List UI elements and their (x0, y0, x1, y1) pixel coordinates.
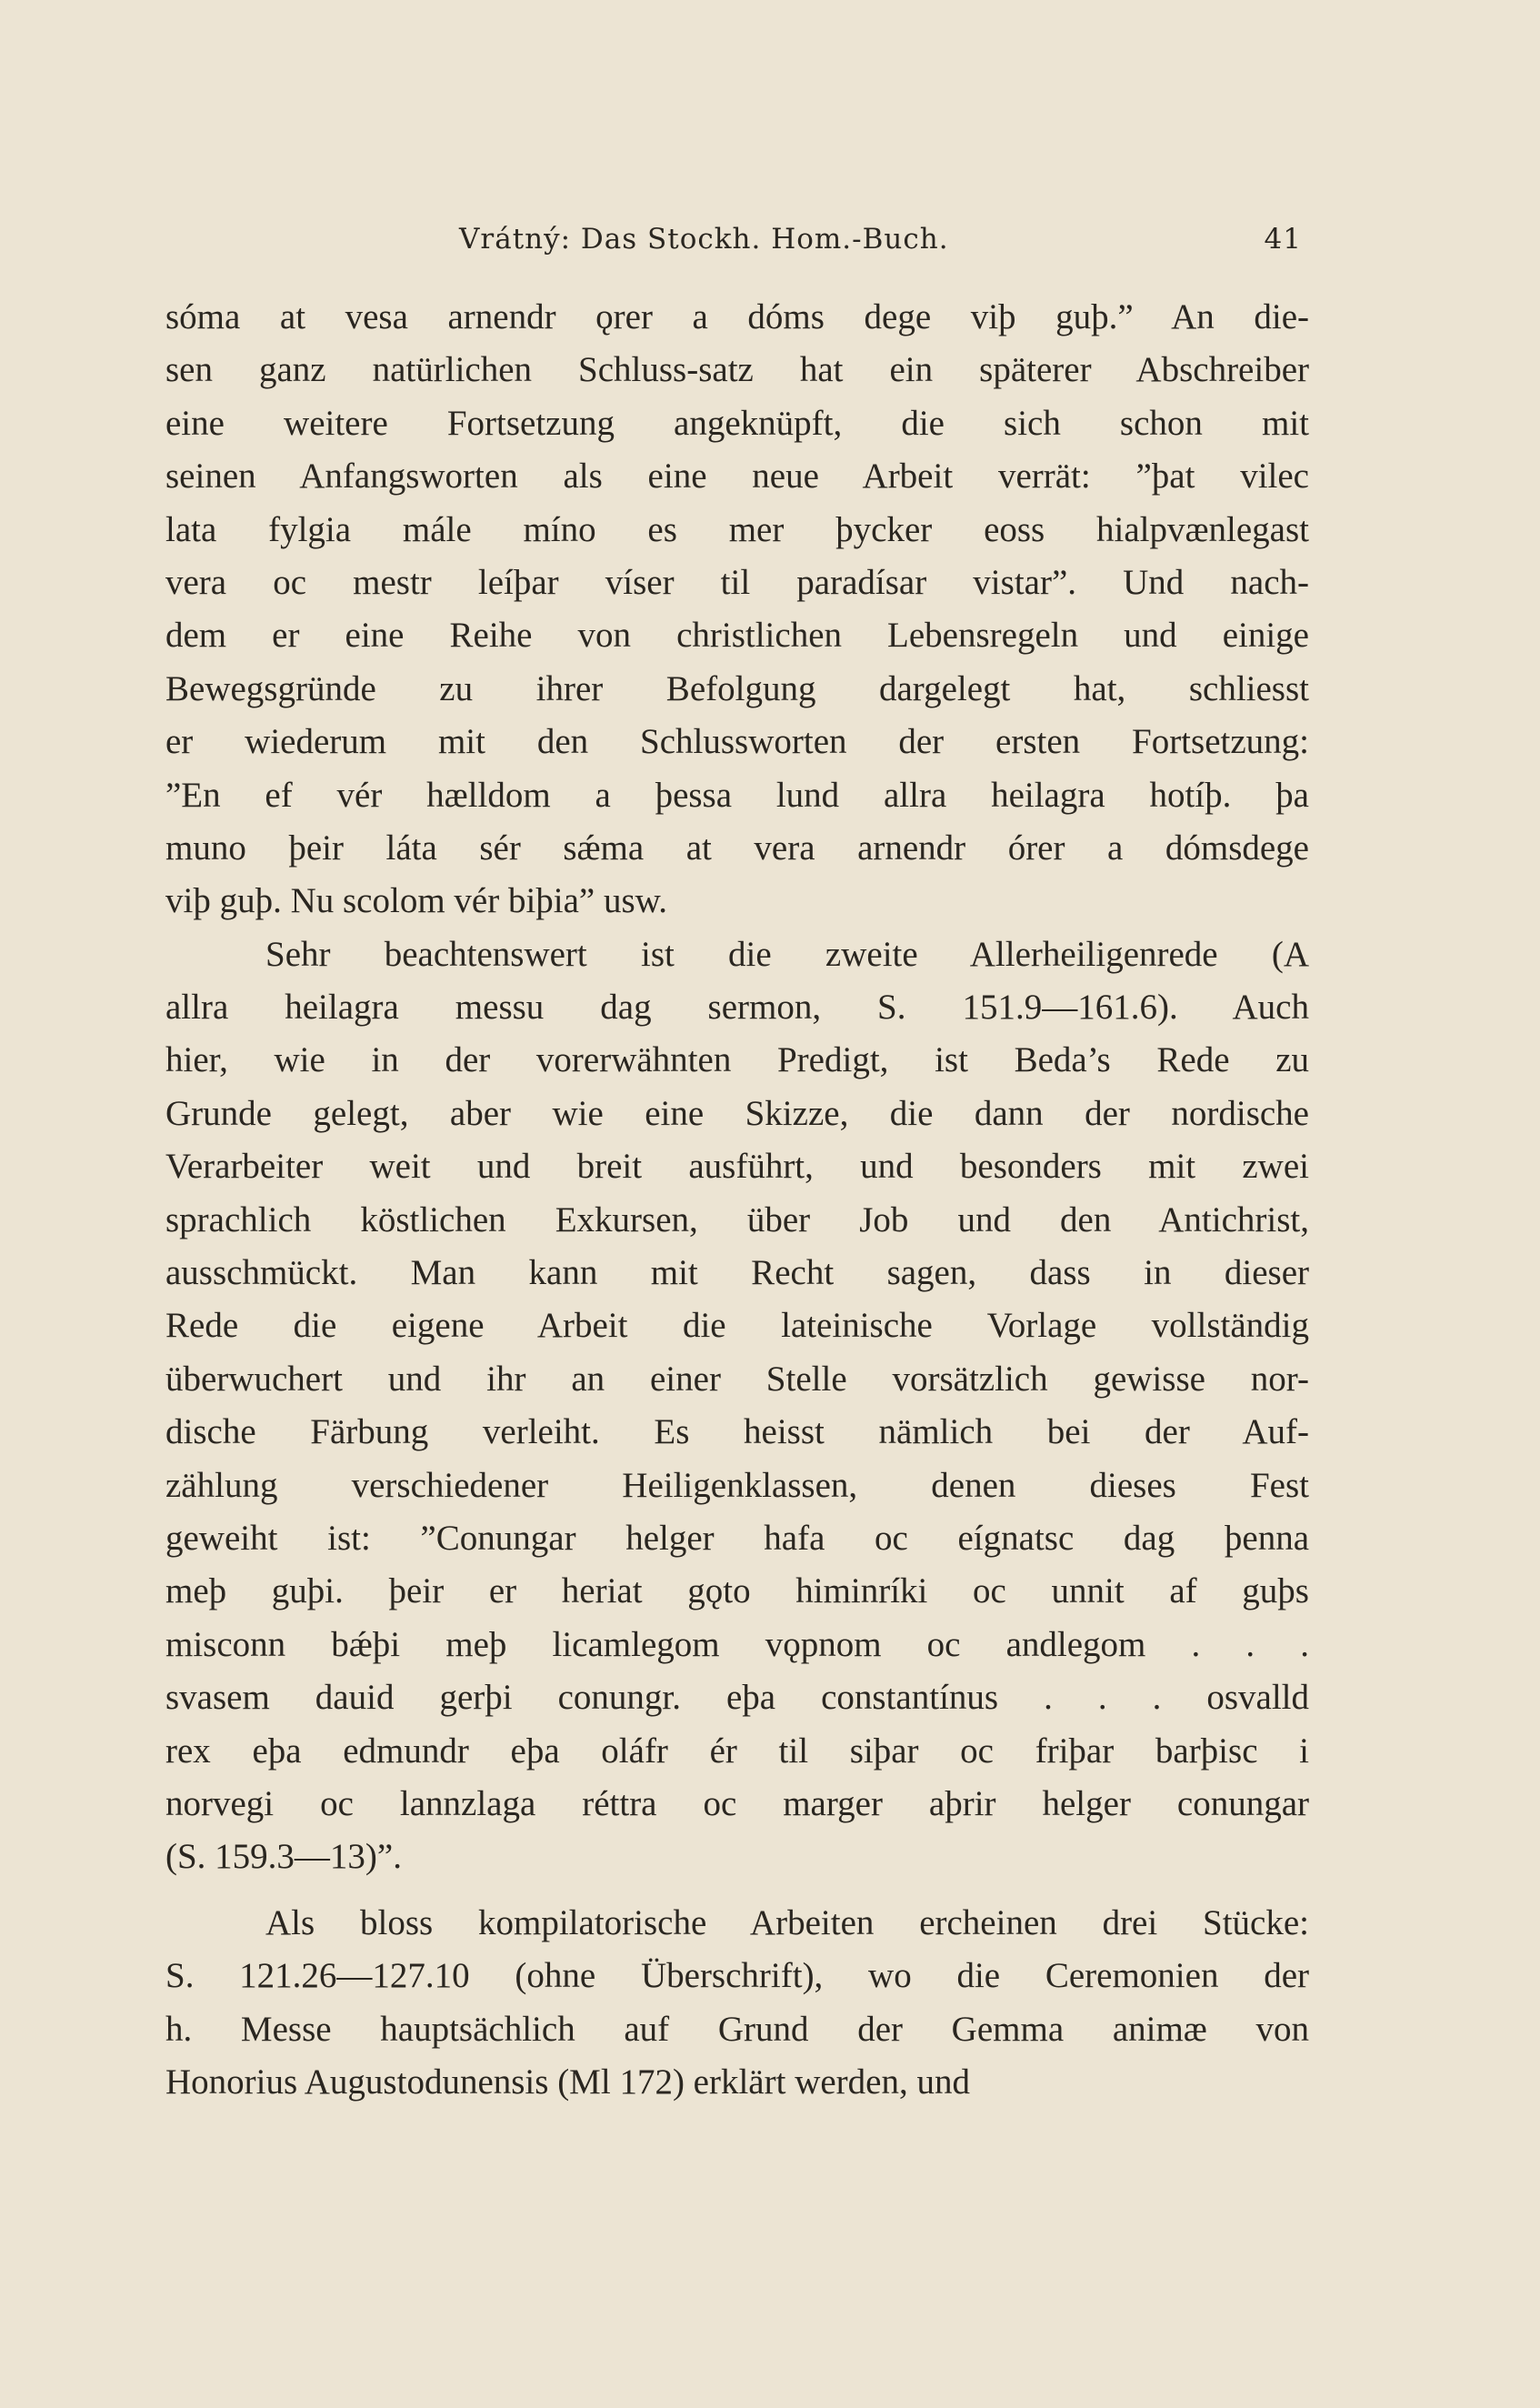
text-line: Bewegsgründe zu ihrer Befolgung dargelegt hat, schliesst (165, 668, 1309, 708)
text-line: ausschmückt. Man kann mit Recht sagen, dass in dieser (165, 1253, 1309, 1293)
paragraph (165, 928, 1309, 1884)
text-line: dische Färbung verleiht. Es heisst nämlich bei der Auf- (165, 1412, 1309, 1452)
text-line: zählung verschiedener Heiligenklassen, denen dieses Fest (165, 1465, 1309, 1505)
text-line: allra heilagra messu dag sermon, S. 151.9—161.6). Auch (165, 988, 1309, 1028)
text-line: muno þeir láta sér sǽma at vera arnendr órer a dómsdege (165, 828, 1309, 868)
text-line: svasem dauid gerþi conungr. eþa constantínus . . . osvalld (165, 1678, 1309, 1718)
text-line: Grunde gelegt, aber wie eine Skizze, die dann der nordische (165, 1093, 1309, 1133)
text-line: meþ guþi. þeir er heriat gǫto himinríki oc unnit af guþs (165, 1571, 1309, 1611)
text-line: Sehr beachtenswert ist die zweite Allerheiligenrede (A (265, 934, 1309, 974)
text-line: vera oc mestr leíþar víser til paradísar vistar”. Und nach- (165, 562, 1309, 602)
text-line: Verarbeiter weit und breit ausführt, und besonders mit zwei (165, 1147, 1309, 1187)
text-line: seinen Anfangsworten als eine neue Arbeit verrät: ”þat vilec (165, 457, 1309, 497)
paragraph (165, 1897, 1309, 2110)
text-line: rex eþa edmundr eþa oláfr ér til siþar oc friþar barþisc i (165, 1731, 1309, 1771)
text-line: misconn bǽþi meþ licamlegom vǫpnom oc andlegom . . . (165, 1624, 1309, 1664)
page-number: 41 (1264, 223, 1302, 256)
text-line: lata fylgia mále míno es mer þycker eoss hialpvænlegast (165, 509, 1309, 549)
text-line: sen ganz natürlichen Schluss-satz hat ein späterer Abschreiber (165, 350, 1309, 390)
text-line: überwuchert und ihr an einer Stelle vorsätzlich gewisse nor- (165, 1359, 1309, 1399)
body-text (165, 291, 1309, 2109)
text-line: eine weitere Fortsetzung angeknüpft, die sich schon mit (165, 403, 1309, 443)
text-line: norvegi oc lannzlaga réttra oc marger aþrir helger conungar (165, 1783, 1309, 1823)
paragraph-gap (165, 1884, 1309, 1897)
paragraph (165, 291, 1309, 928)
text-line: sóma at vesa arnendr ǫrer a dóms dege viþ guþ.” An die- (165, 297, 1309, 336)
text-line: ”En ef vér hælldom a þessa lund allra heilagra hotíþ. þa (165, 775, 1309, 815)
running-header (165, 223, 1302, 259)
text-line: sprachlich köstlichen Exkursen, über Job und den Antichrist, (165, 1199, 1309, 1239)
text-line: Honorius Augustodunensis (Ml 172) erklärt werden, und (165, 2062, 970, 2102)
text-line: hier, wie in der vorerwähnten Predigt, ist Beda’s Rede zu (165, 1040, 1309, 1080)
text-line: dem er eine Reihe von christlichen Lebensregeln und einige (165, 616, 1309, 656)
text-line: (S. 159.3—13)”. (165, 1837, 402, 1877)
text-line: Rede die eigene Arbeit die lateinische Vorlage vollständig (165, 1306, 1309, 1346)
text-line: viþ guþ. Nu scolom vér biþia” usw. (165, 881, 668, 921)
text-line: h. Messe hauptsächlich auf Grund der Gemma animæ von (165, 2009, 1309, 2049)
text-line: S. 121.26—127.10 (ohne Überschrift), wo die Ceremonien der (165, 1956, 1309, 1996)
running-title: Vrátný: Das Stockh. Hom.-Buch. (459, 223, 949, 256)
text-line: er wiederum mit den Schlussworten der ersten Fortsetzung: (165, 722, 1309, 762)
text-line: geweiht ist: ”Conungar helger hafa oc eígnatsc dag þenna (165, 1518, 1309, 1558)
text-line: Als bloss kompilatorische Arbeiten ercheinen drei Stücke: (265, 1902, 1309, 1942)
